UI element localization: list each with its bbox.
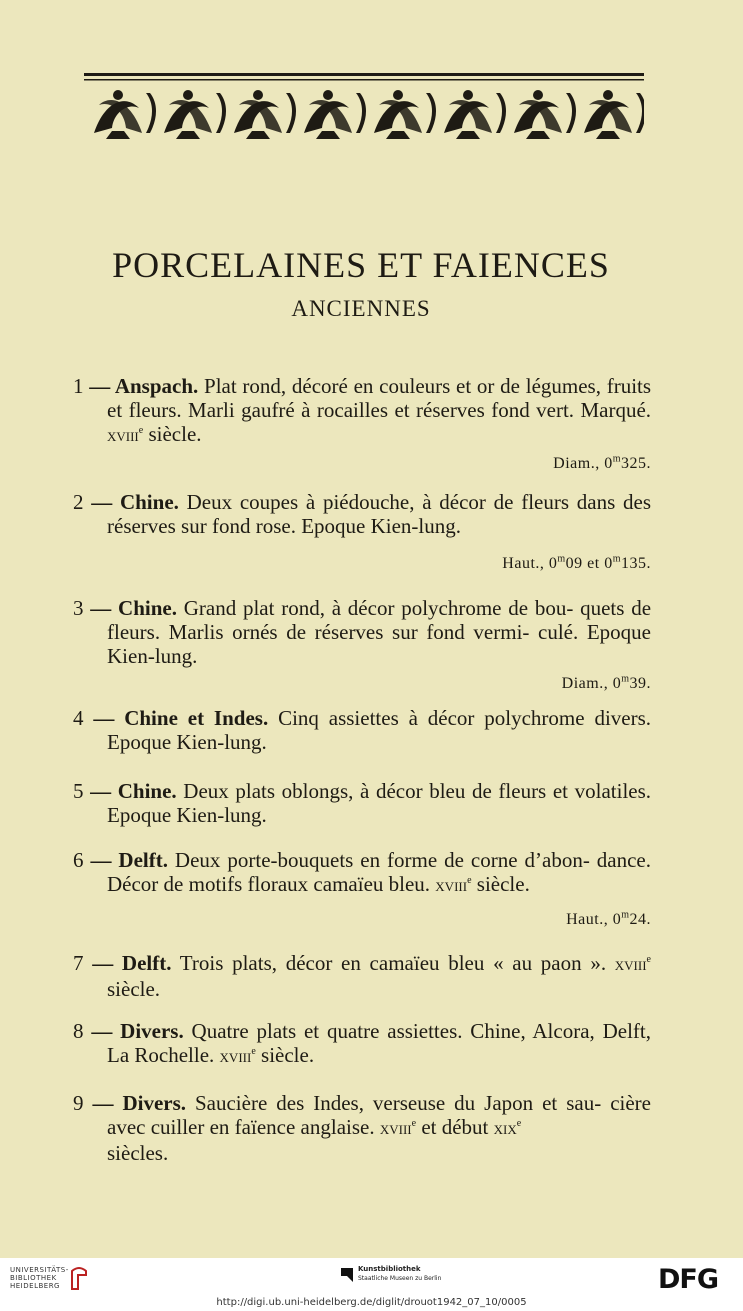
lot-number: 3 [73,596,84,620]
lot-entry-7: 7 — Delft. Trois plats, décor en camaïeu bleu « au paon ». xviii$^e$ siècle. [73,951,651,1001]
university-logo-icon [70,1265,88,1291]
lot-heading: — Delft. [90,848,168,872]
lot-number: 7 [73,951,84,975]
lot-entry-5: 5 — Chine. Deux plats oblongs, à décor bleu de fleurs et volatiles. Epoque Kien-lung. [73,779,652,827]
lot-number: 1 [73,374,84,398]
lot-number: 2 [73,490,84,514]
lot-dimensions: Diam., 0$^m$325. [553,453,651,472]
page-subtitle: ANCIENNES [291,296,431,321]
lot-heading: — Anspach. [89,374,199,398]
lot-dimensions: Diam., 0$^m$39. [561,673,651,692]
lot-entry-6: 6 — Delft. Deux porte-bouquets en forme de corne d’abon- dance. Décor de motifs floraux camaïeu bleu. xviii$^e$ siècle. Haut., 0$^m$24. [73,848,651,932]
lot-number: 9 [73,1091,84,1115]
lot-entry-2: 2 — Chine. Deux coupes à piédouche, à décor de fleurs dans des réserves sur fond rose. Epoque Kien-lung. Haut., 0$^m$09 et 0$^m$135. [73,490,651,576]
lot-number: 5 [73,779,84,803]
dfg-logo: DFG [658,1264,719,1295]
lot-heading: — Chine. [90,779,177,803]
lot-heading: — Chine. [90,596,177,620]
lot-entry-3: 3 — Chine. Grand plat rond, à décor polychrome de bou- quets de fleurs. Marlis ornés de réserves sur fond vermi- culé. Epoque Kien-lung. Diam., 0$^m$39. [73,596,651,696]
lot-entry-8: 8 — Divers. Quatre plats et quatre assiettes. Chine, Alcora, Delft, La Rochelle. xviii$^e$ siècle. [73,1019,652,1067]
lot-entry-4: 4 — Chine et Indes. Cinq assiettes à décor polychrome divers. Epoque Kien-lung. [73,706,652,754]
digitization-footer [0,1258,743,1311]
lot-heading: — Delft. [92,951,172,975]
page-title: PORCELAINES ET FAIENCES [112,245,610,285]
lot-entry-9: 9 — Divers. Saucière des Indes, verseuse du Japon et sau- cière avec cuiller en faïence anglaise. xviii$^e$ et début xix$^e$ siècles. [73,1091,651,1165]
lot-entry-1: 1 — Anspach. Plat rond, décoré en couleurs et or de légumes, fruits et fleurs. Marli gaufré à rocailles et réserves fond vert. Marqué. xviii$^e$ siècle. Diam., 0$^m$325. [73,374,651,476]
source-url[interactable]: http://digi.ub.uni-heidelberg.de/diglit/drouot1942_07_10/0005 [216,1297,527,1308]
kunstbibliothek-label: Kunstbibliothek Staatliche Museen zu Berlin [358,1265,442,1282]
kunstbibliothek-logo-icon [341,1268,353,1282]
lot-heading: — Divers. [91,1019,184,1043]
lot-number: 6 [73,848,84,872]
lot-heading: — Chine et Indes. [93,706,269,730]
lot-dimensions: Haut., 0$^m$24. [566,909,651,928]
lot-number: 8 [73,1019,84,1043]
lot-dimensions: Haut., 0$^m$09 et 0$^m$135. [502,553,651,572]
decorative-frieze [84,73,644,149]
university-library-label: UNIVERSITÄTS- BIBLIOTHEK HEIDELBERG [10,1266,69,1290]
lot-heading: — Chine. [91,490,179,514]
lot-number: 4 [73,706,84,730]
lot-heading: — Divers. [92,1091,187,1115]
